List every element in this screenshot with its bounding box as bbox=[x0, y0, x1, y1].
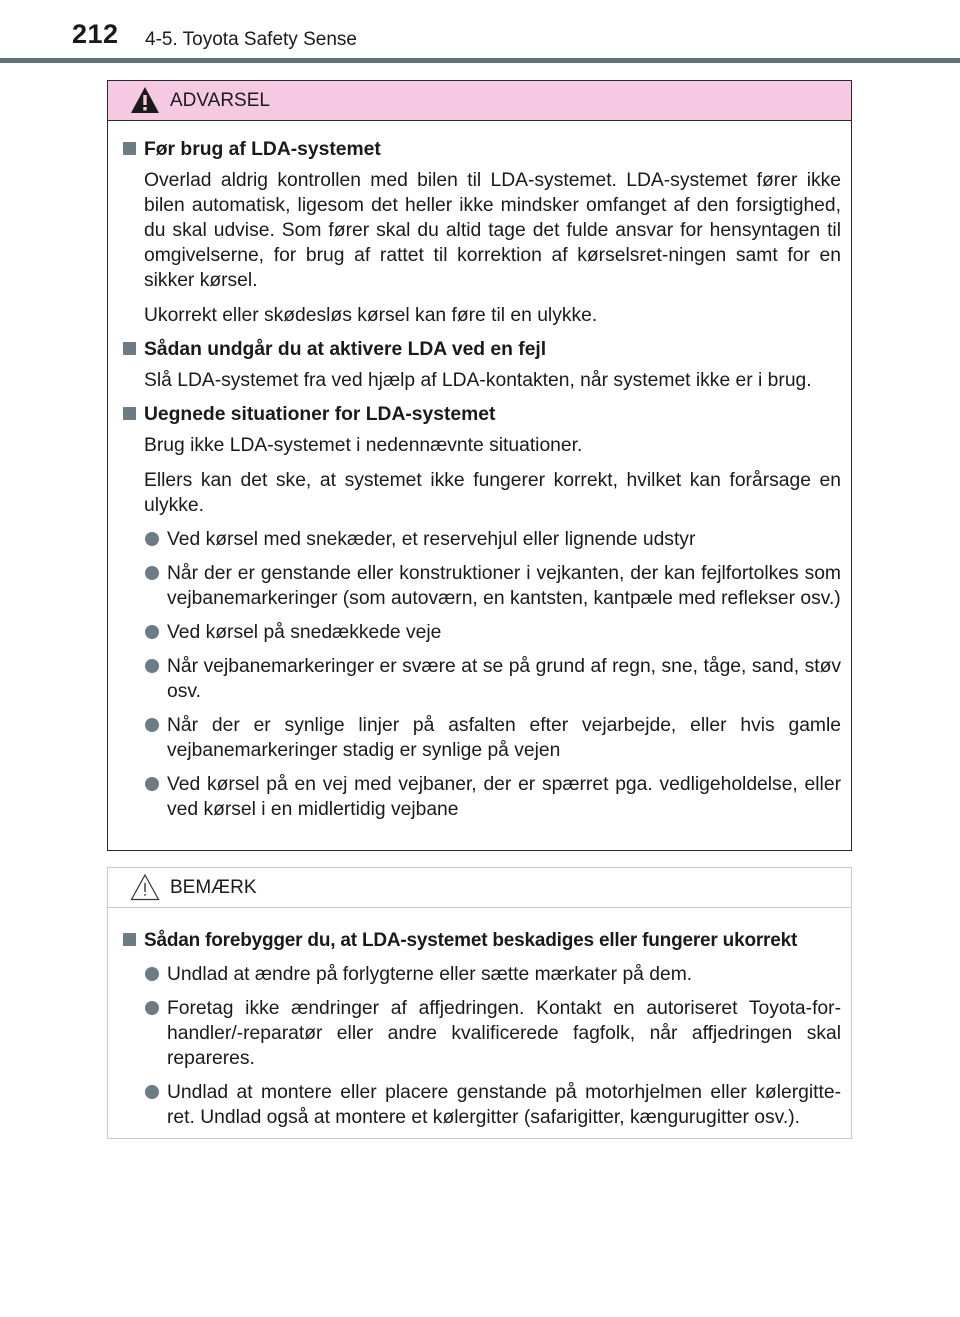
list-item: Ved kørsel med snekæder, et reservehjul eller lignende udstyr bbox=[144, 527, 841, 552]
section-heading: Sådan undgår du at aktivere LDA ved en fejl bbox=[120, 337, 841, 362]
paragraph: Ukorrekt eller skødesløs kørsel kan føre til en ulykke. bbox=[144, 305, 598, 326]
list-item: Ved kørsel på snedækkede veje bbox=[144, 620, 841, 645]
round-bullet-icon bbox=[145, 1001, 159, 1015]
round-bullet-icon bbox=[145, 532, 159, 546]
section-heading: Før brug af LDA-systemet bbox=[120, 137, 841, 162]
warning-section-1 bbox=[120, 137, 841, 328]
section-heading: Sådan forebygger du, at LDA-systemet beskadiges eller fungerer ukorrekt bbox=[120, 928, 841, 953]
round-bullet-icon bbox=[145, 659, 159, 673]
round-bullet-icon bbox=[145, 1085, 159, 1099]
list-item: Når der er synlige linjer på asfalten efter vejarbejde, eller hvis gamle vejbanemarkeringer stadig er synlige på vejen bbox=[144, 713, 841, 763]
warning-triangle-icon bbox=[130, 86, 160, 114]
square-bullet-icon bbox=[123, 407, 136, 420]
list-item: Når der er genstande eller konstruktioner i vejkanten, der kan fejlfortolkes som vejbanemarkeringer (som autoværn, en kantsten, kantpæle med reflekser osv.) bbox=[144, 561, 841, 611]
list-item: Foretag ikke ændringer af affjedringen. Kontakt en autoriseret Toyota-for-handler/-reparatør eller andre kvalificerede fagfolk, når affjedringen skal repareres. bbox=[144, 996, 841, 1071]
section-title: 4-5. Toyota Safety Sense bbox=[145, 29, 357, 50]
paragraph: Slå LDA-systemet fra ved hjælp af LDA-kontakten, når systemet ikke er i brug. bbox=[144, 370, 812, 391]
header-divider bbox=[0, 58, 960, 63]
round-bullet-icon bbox=[145, 967, 159, 981]
square-bullet-icon bbox=[123, 933, 136, 946]
warning-header bbox=[108, 81, 851, 121]
section-heading: Uegnede situationer for LDA-systemet bbox=[120, 402, 841, 427]
list-item: Ved kørsel på en vej med vejbaner, der er spærret pga. vedligeholdelse, eller ved kørsel i en midlertidig vejbane bbox=[144, 772, 841, 822]
page-header bbox=[0, 0, 960, 64]
list-item: Når vejbanemarkeringer er svære at se på grund af regn, sne, tåge, sand, støv osv. bbox=[144, 654, 841, 704]
warning-section-2 bbox=[120, 337, 841, 393]
round-bullet-icon bbox=[145, 718, 159, 732]
notice-header bbox=[108, 868, 851, 908]
round-bullet-icon bbox=[145, 625, 159, 639]
warning-label: ADVARSEL bbox=[170, 90, 270, 111]
square-bullet-icon bbox=[123, 342, 136, 355]
round-bullet-icon bbox=[145, 777, 159, 791]
notice-label: BEMÆRK bbox=[170, 877, 257, 898]
round-bullet-icon bbox=[145, 566, 159, 580]
warning-section-3 bbox=[120, 402, 841, 822]
warning-content bbox=[120, 137, 841, 822]
notice-box bbox=[107, 867, 852, 1139]
caution-outline-triangle-icon bbox=[130, 873, 160, 901]
warning-box bbox=[107, 80, 852, 851]
list-item: Undlad at montere eller placere genstande på motorhjelmen eller kølergitte-ret. Undlad også at montere et kølergitter (safarigitter, kængurugitter osv.). bbox=[144, 1080, 841, 1130]
list-item: Undlad at ændre på forlygterne eller sætte mærkater på dem. bbox=[144, 962, 841, 987]
square-bullet-icon bbox=[123, 142, 136, 155]
page-number: 212 bbox=[72, 19, 119, 49]
notice-content bbox=[120, 928, 841, 1130]
paragraph: Brug ikke LDA-systemet i nedennævnte situationer. bbox=[144, 435, 583, 456]
paragraph: Ellers kan det ske, at systemet ikke fungerer korrekt, hvilket kan forårsage en ulykke. bbox=[144, 470, 841, 516]
paragraph: Overlad aldrig kontrollen med bilen til LDA-systemet. LDA-systemet fører ikke bilen automatisk, ligesom det heller ikke mindsker omfanget af den forsigtighed, du skal udvise. Som fører skal du altid tage det fulde ansvar for hensyntagen til omgivelserne, for brug af rattet til korrektion af kørselsret-ningen samt for en sikker kørsel. bbox=[144, 170, 841, 291]
